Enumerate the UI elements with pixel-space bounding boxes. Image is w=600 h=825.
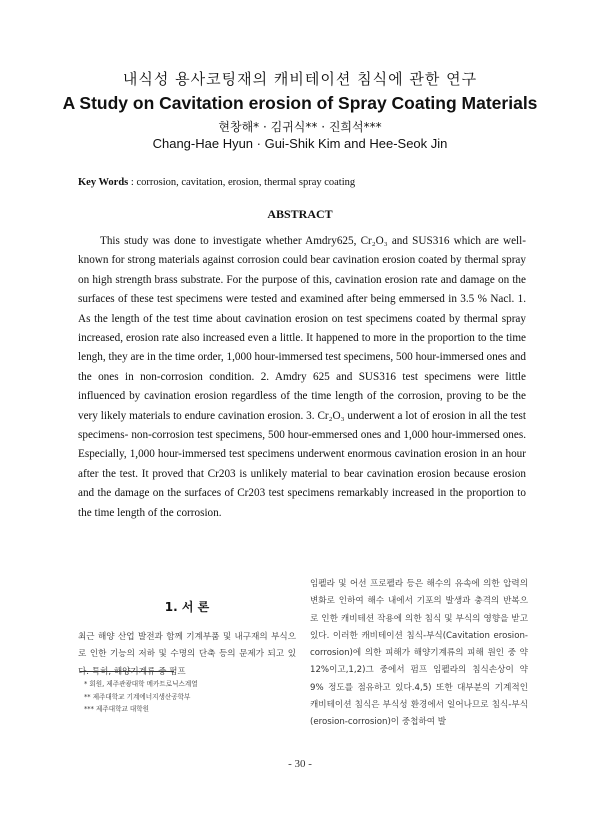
abstract-text: This study was done to investigate whether Amdry625, Cr₂O₃ and SUS316 which are well-known for strong materials against corrosion could bear cavination erosion coated by thermal spray on high strength brass substrate. For the purpose of this, cavination erosion rate and damage on the surfaces of these test specimens were tested and examined after being emmersed in 3.5 % Nacl. 1. As the length of the test time about cavination erosion on test specimens coated by thermal spray increased, erosion rate also increased even a little. It happened to more in the proportion to the time lengh, they are in the time order, 1,000 hour-immersed test specimens, 500 hour-immersed ones and the ones in non-corrosion condition. 2. Amdry 625 and SUS316 test specimens were little influenced by cavination erosion regardless of the time length of the corrosion, proving to be the very likely materials to endure cavination erosion. 3. Cr₂O₃ underwent a lot of erosion in all the test specimens- non-corrosion test specimens, 500 hour-emmersed ones and 1,000 hour-immersed ones. Especially, 1,000 hour-immersed test specimens underwent enormous cavination erosion in an hour after the test. It proved that Cr203 is unlikely material to bear cavination erosion because erosion and the damage on the surfaces of Cr203 test specimens remarkably increased in the proportion to the time length of the corrosion. (78, 235, 526, 519)
section-heading-introduction: 1. 서 론 (164, 600, 210, 614)
authors-english: Chang-Hae Hyun · Gui-Shik Kim and Hee-Seok Jin (152, 136, 448, 151)
footnote-divider (80, 671, 174, 672)
abstract-heading: ABSTRACT (267, 207, 333, 221)
intro-right-text: 임펠라 및 어선 프로펠라 등은 해수의 유속에 의한 압력의 변화로 인하여 해수 내에서 기포의 발생과 충격의 반복으로 인한 캐비테션 작용에 의한 침식 및 부식의 영향을 받고 있다. 이러한 캐비테이션 침식-부식(Cavitation erosion-corrosion)에 의한 피해가 해양기계류의 피해 원인 중 약 12%이고,1,2)그 중에서 펌프 임펠라의 침식손상이 약 9% 정도를 점유하고 있다.4,5) 또한 대부분의 기계적인 캐비테이션 침식은 부식성 환경에서 일어나므로 침식-부식(erosion-corrosion)이 중첩하여 발 (310, 579, 528, 728)
page-number: - 30 - (288, 758, 312, 770)
title-english: A Study on Cavitation erosion of Spray Coating Materials (62, 93, 538, 113)
footnote-1: * 회원, 제주관광대학 메카트로닉스계열 (84, 680, 198, 688)
abstract-body (78, 232, 526, 523)
keywords-label: Key Words (78, 177, 129, 188)
footnote-3: *** 제주대학교 대학원 (84, 705, 150, 713)
keywords-text: : corrosion, cavitation, erosion, thermal spray coating (128, 177, 356, 188)
right-column (310, 576, 528, 732)
title-korean: 내식성 용사코팅재의 캐비테이션 침식에 관한 연구 (122, 70, 478, 88)
keywords-line (78, 177, 538, 188)
page-number-value: 30 (294, 758, 306, 770)
authors-korean: 현창해* · 김귀식** · 진희석*** (218, 120, 382, 134)
left-column (78, 598, 296, 681)
intro-left-text: 최근 해양 산업 발전과 함께 기계부품 및 내구재의 부식으로 인한 기능의 저하 및 수명의 단축 등의 문제가 되고 있다. 특히, 해양기계류 중 펌프 (78, 632, 296, 677)
footnotes (84, 678, 294, 716)
footnote-2: ** 제주대학교 기계에너지생산공학부 (84, 692, 191, 701)
